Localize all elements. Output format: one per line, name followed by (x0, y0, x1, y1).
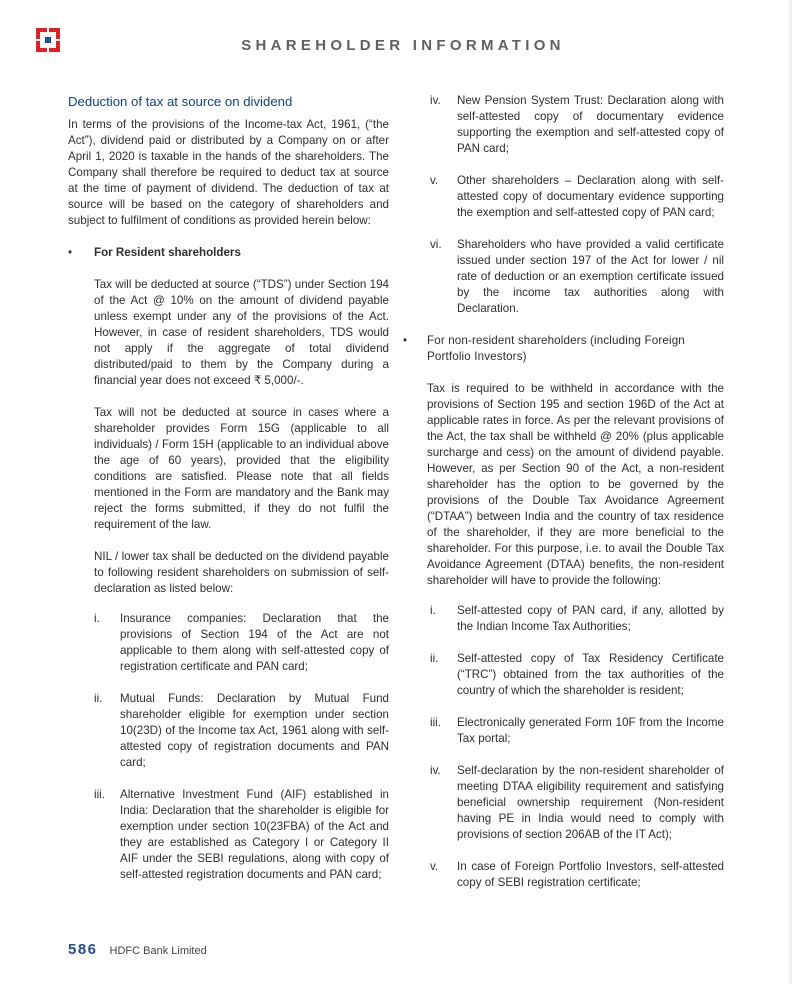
list-item-text: Self-declaration by the non-resident shareholder of meeting DTAA eligibility requirement and satisfying beneficial ownership requirement (Non-resident having PE in India would need to comply with provisions of section 206AB of the IT Act); (457, 764, 724, 841)
list-numeral: iii. (94, 788, 105, 801)
right-column (403, 93, 724, 891)
list-item-text: Insurance companies: Declaration that the provisions of Section 194 of the Act are not applicable to them along with self-attested copy of registration certificate and PAN card; (120, 612, 389, 673)
list-numeral: ii. (430, 652, 439, 665)
list-item (406, 651, 724, 699)
list-numeral: i. (94, 612, 100, 625)
page-edge-shadow (787, 0, 792, 984)
page-footer (68, 941, 207, 958)
list-item (406, 237, 724, 317)
resident-heading: For Resident shareholders (94, 246, 241, 259)
list-item (406, 715, 724, 747)
list-item-text: In case of Foreign Portfolio Investors, self-attested copy of SEBI registration certificate; (457, 860, 724, 889)
bullet-icon: • (68, 246, 73, 259)
resident-paragraph-3: NIL / lower tax shall be deducted on the dividend payable to following resident shareholders on submission of self-declaration as listed below: (94, 550, 389, 595)
list-numeral: ii. (94, 692, 103, 705)
non-resident-section (403, 333, 724, 589)
list-item (68, 611, 389, 675)
list-item-text: Alternative Investment Fund (AIF) established in India: Declaration that the shareholder is eligible for exemption under section 10(23FBA) of the Act and they are established as Category I or Category II AIF under the SEBI regulations, along with copy of self-attested registration documents and PAN card; (120, 788, 389, 881)
list-numeral: v. (430, 174, 439, 187)
list-numeral: iv. (430, 94, 441, 107)
resident-paragraph-2: Tax will not be deducted at source in cases where a shareholder provides Form 15G (applicable to all individuals) / Form 15H (applicable to an individual above the age of 60 years), provided that the eligibility conditions are satisfied. Please note that all fields mentioned in the Form are mandatory and the Bank may reject the forms submitted, if they do not fulfil the requirement of the law. (94, 406, 389, 531)
list-item-text: New Pension System Trust: Declaration along with self-attested copy of documentary evidence supporting the exemption and self-attested copy of PAN card; (457, 94, 724, 155)
list-item (68, 787, 389, 883)
resident-exemption-list-continued (406, 93, 724, 317)
list-item-text: Other shareholders – Declaration along with self-attested copy of documentary evidence supporting the exemption and self-attested copy of PAN card; (457, 174, 724, 219)
left-column (68, 93, 389, 883)
list-numeral: i. (430, 604, 436, 617)
list-numeral: vi. (430, 238, 442, 251)
resident-exemption-list (68, 611, 389, 883)
list-item (406, 173, 724, 221)
list-item (406, 603, 724, 635)
list-numeral: iv. (430, 764, 441, 777)
resident-section (68, 245, 389, 597)
list-numeral: iii. (430, 716, 441, 729)
bullet-icon: • (403, 334, 408, 347)
section-heading: Deduction of tax at source on dividend (68, 94, 293, 109)
footer-company-name: HDFC Bank Limited (109, 945, 207, 957)
non-resident-heading: For non-resident shareholders (including Foreign Portfolio Investors) (427, 334, 685, 363)
list-item (406, 93, 724, 157)
list-item (406, 763, 724, 843)
page-number: 586 (68, 941, 98, 958)
list-item-text: Shareholders who have provided a valid certificate issued under section 197 of the Act for lower / nil rate of deduction or an exemption certificate issued by the income tax authorities along with Declaration. (457, 238, 724, 315)
list-item-text: Electronically generated Form 10F from the Income Tax portal; (457, 716, 724, 745)
page-title: SHAREHOLDER INFORMATION (241, 37, 565, 54)
non-resident-document-list (406, 603, 724, 891)
list-numeral: v. (430, 860, 439, 873)
list-item (406, 859, 724, 891)
resident-paragraph-1: Tax will be deducted at source (“TDS”) under Section 194 of the Act @ 10% on the amount of dividend payable unless exempt under any of the provisions of the Act. However, in case of resident shareholders, TDS would not apply if the aggregate of total dividend distributed/paid to them by the Company during a financial year does not exceed ₹ 5,000/-. (94, 278, 389, 387)
list-item-text: Mutual Funds: Declaration by Mutual Fund shareholder eligible for exemption under section 10(23D) of the Income tax Act, 1961 along with self-attested copy of registration documents and PAN card; (120, 692, 389, 769)
intro-paragraph: In terms of the provisions of the Income-tax Act, 1961, (“the Act”), dividend paid or distributed by a Company on or after April 1, 2020 is taxable in the hands of the shareholders. The Company shall therefore be required to deduct tax at source at the time of payment of dividend. The deduction of tax at source will be based on the category of shareholders and subject to fulfilment of conditions as provided herein below: (68, 118, 389, 227)
list-item-text: Self-attested copy of PAN card, if any, allotted by the Indian Income Tax Authorities; (457, 604, 724, 633)
non-resident-paragraph: Tax is required to be withheld in accordance with the provisions of Section 195 and section 196D of the Act at applicable rates in force. As per the relevant provisions of the Act, the tax shall be withheld @ 20% (plus applicable surcharge and cess) on the amount of dividend payable. However, as per Section 90 of the Act, a non-resident shareholder has the option to be governed by the provisions of the Double Tax Avoidance Agreement (“DTAA”) between India and the country of tax residence of the shareholder, if they are more beneficial to the shareholder. For this purpose, i.e. to avail the Double Tax Avoidance Agreement (DTAA) benefits, the non-resident shareholder will have to provide the following: (427, 382, 724, 587)
list-item-text: Self-attested copy of Tax Residency Certificate (“TRC”) obtained from the tax authorities of the country of which the shareholder is resident; (457, 652, 724, 697)
list-item (68, 691, 389, 771)
